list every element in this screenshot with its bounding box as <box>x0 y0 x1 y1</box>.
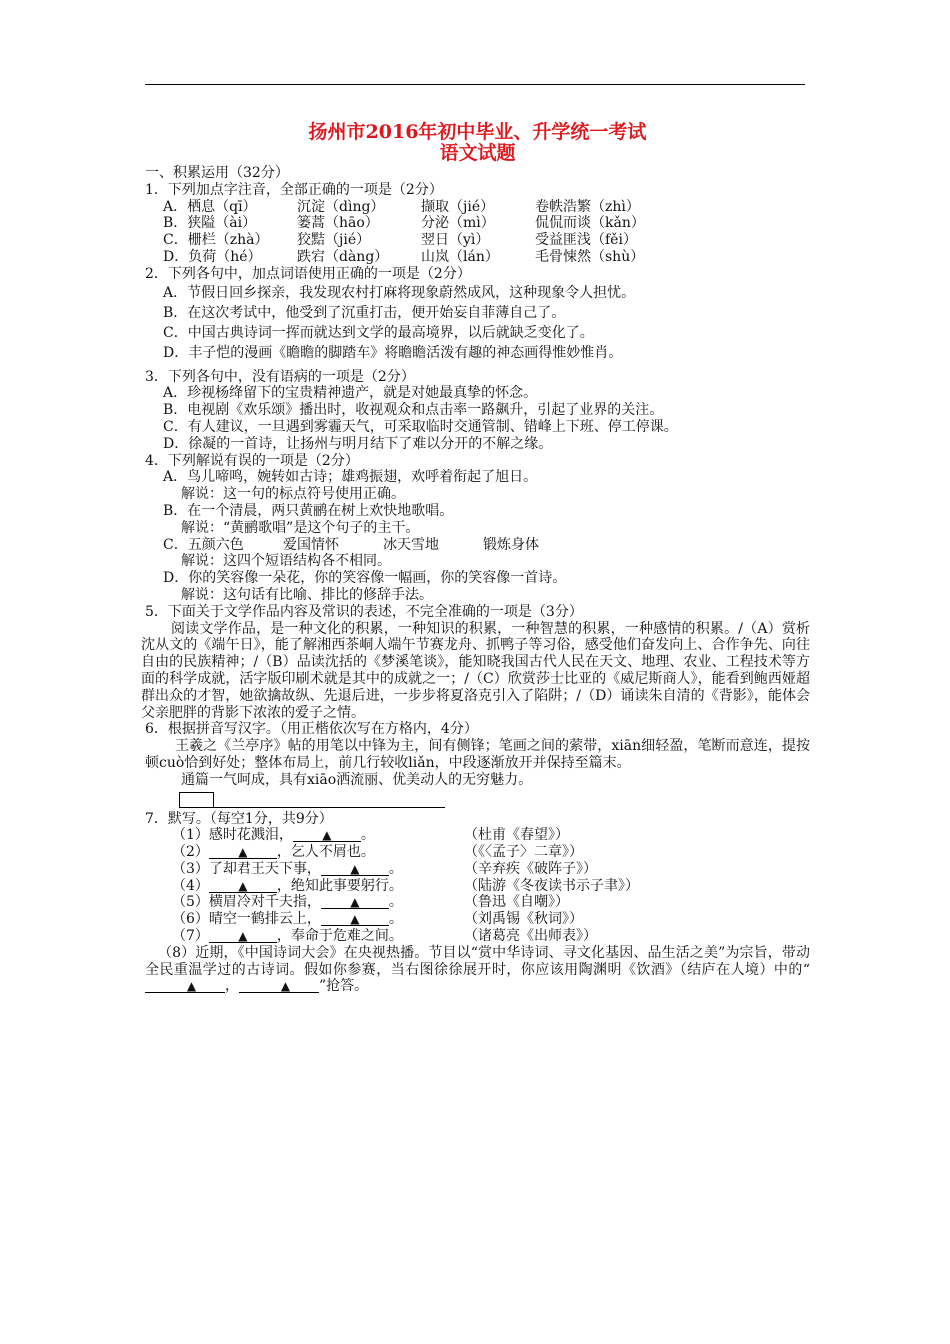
q6-passage-end: 通篇一气呵成，具有xiāo洒流丽、优美动人的无穷魅力。 <box>181 771 533 788</box>
q6-passage: 王羲之《兰亭序》帖的用笔以中锋为主，间有侧锋；笔画之间的萦带，xiān细轻盈，笔断而意连，提按顿cuò恰到好处；整体布局上，前几行较收liǎn，中段逐渐放开并保持至篇末。 <box>145 738 810 771</box>
answer-blank[interactable]: ▲ <box>209 930 277 943</box>
q4-explanation-c: 解说：这四个短语结构各不相同。 <box>181 553 391 570</box>
q4-stem: 4．下列解说有误的一项是（2分） <box>145 452 359 469</box>
answer-blank[interactable]: ▲ <box>321 863 389 876</box>
answer-underline <box>179 807 445 808</box>
q2-stem: 2．下列各句中，加点词语使用正确的一项是（2分） <box>145 265 471 282</box>
dictation-item: （4） ▲ ，绝知此事要躬行。 （陆游《冬夜读书示子聿》） <box>172 877 639 894</box>
q2-option-c[interactable]: C．中国古典诗词一挥而就达到文学的最高境界，以后就缺乏变化了。 <box>163 324 594 341</box>
q4-explanation-b: 解说：“黄鹂歌唱”是这个句子的主干。 <box>181 519 420 536</box>
answer-blank[interactable]: ▲ <box>145 980 225 993</box>
q1-option-a[interactable]: A．栖息（qī） 沉淀（dìng） 撷取（jié） 卷帙浩繁（zhì） <box>163 198 640 215</box>
answer-blank[interactable]: ▲ <box>321 896 389 909</box>
q5-stem: 5．下面关于文学作品内容及常识的表述，不完全准确的一项是（3分） <box>145 603 583 620</box>
q1-option-d[interactable]: D．负荷（hé） 跌宕（dàng） 山岚（lán） 毛骨悚然（shù） <box>163 248 645 265</box>
q2-option-a[interactable]: A．节假日回乡探亲，我发现农村打麻将现象蔚然成风，这种现象令人担忧。 <box>163 284 636 301</box>
dictation-item: （1）感时花溅泪， ▲ 。 （杜甫《春望》） <box>172 827 569 844</box>
exam-title: 扬州市2016年初中毕业、升学统一考试 <box>308 121 647 143</box>
dictation-item: （3）了却君王天下事， ▲ 。 （辛弃疾《破阵子》） <box>172 860 597 877</box>
answer-blank[interactable]: ▲ <box>293 829 361 842</box>
answer-blank[interactable]: ▲ <box>209 880 277 893</box>
q4-explanation-d: 解说：这句话有比喻、排比的修辞手法。 <box>181 586 433 603</box>
exam-subtitle: 语文试题 <box>439 142 516 164</box>
q6-answer-area <box>145 789 810 811</box>
answer-box[interactable] <box>179 792 214 808</box>
dictation-item: （5）横眉冷对千夫指， ▲ 。 （鲁迅《自嘲》） <box>172 894 569 911</box>
q6-stem: 6．根据拼音写汉字。（用正楷依次写在方格内，4分） <box>145 721 478 738</box>
q2-option-b[interactable]: B．在这次考试中，他受到了沉重打击，便开始妄自菲薄自己了。 <box>163 304 566 321</box>
q3-stem: 3．下列各句中，没有语病的一项是（2分） <box>145 368 415 385</box>
q3-option-d[interactable]: D．徐凝的一首诗，让扬州与明月结下了难以分开的不解之缘。 <box>163 435 553 452</box>
q7-stem: 7．默写。（每空1分，共9分） <box>145 810 333 827</box>
dictation-item: （2） ▲ ，乞人不屑也。 （《〈孟子〉二章》） <box>172 844 583 861</box>
q4-explanation-a: 解说：这一句的标点符号使用正确。 <box>181 486 405 503</box>
header-rule <box>145 84 805 85</box>
dictation-item-8: （8）近期，《中国诗词大会》在央视热播。节目以“赏中华诗词、寻文化基因、品生活之美”为宗旨，带动全民重温学过的古诗词。假如你参赛，当右图徐徐展开时，你应该用陶渊明《饮酒》（结庐在人境）中的“▲ ， ▲ ”抢答。 <box>145 944 810 995</box>
q3-option-c[interactable]: C．有人建议，一旦遇到雾霾天气，可采取临时交通管制、错峰上下班、停工停课。 <box>163 418 678 435</box>
q4-option-a[interactable]: A．鸟儿啼鸣，婉转如古诗；雄鸡振翅，欢呼着衔起了旭日。 <box>163 469 538 486</box>
q4-option-b[interactable]: B．在一个清晨，两只黄鹂在树上欢快地歌唱。 <box>163 502 454 519</box>
q1-stem: 1．下列加点字注音，全部正确的一项是（2分） <box>145 181 443 198</box>
dictation-item: （6）晴空一鹤排云上， ▲ 。 （刘禹锡《秋词》） <box>172 911 583 928</box>
q5-passage: 阅读文学作品，是一种文化的积累，一种知识的积累，一种智慧的积累，一种感情的积累。/（A）赏析沈从文的《端午日》，能了解湘西茶峒人端午节赛龙舟、抓鸭子等习俗，感受他们奋发向上、合作争先、向往自由的民族精神；/（B）品读沈括的《梦溪笔谈》，能知晓我国古代人民在天文、地理、农业、工程技术等方面的科学成就，活字版印刷术就是其中的成就之一；/（C）欣赏莎士比亚的《威尼斯商人》，能看到鲍西娅超群出众的才智，她欲擒故纵、先退后进，一步步将夏洛克引入了陷阱；/（D）诵读朱自清的《背影》，能体会父亲肥胖的背影下浓浓的爱子之情。 <box>141 620 810 721</box>
answer-blank[interactable]: ▲ <box>209 846 277 859</box>
q3-option-a[interactable]: A．珍视杨绛留下的宝贵精神遗产，就是对她最真挚的怀念。 <box>163 385 538 402</box>
section-heading: 一、积累运用（32分） <box>145 165 289 181</box>
q4-option-d[interactable]: D．你的笑容像一朵花，你的笑容像一幅画，你的笑容像一首诗。 <box>163 570 567 587</box>
q1-option-b[interactable]: B．狭隘（ài） 篓蒿（hāo） 分泌（mì） 侃侃而谈（kǎn） <box>163 215 645 232</box>
answer-blank[interactable]: ▲ <box>321 913 389 926</box>
q1-option-c[interactable]: C．栅栏（zhà） 狡黠（jié） 翌日（yì） 受益匪浅（fěi） <box>163 232 637 249</box>
exam-page <box>141 121 810 995</box>
dictation-item: （7） ▲ ，奉命于危难之间。 （诸葛亮《出师表》） <box>172 928 597 945</box>
q3-option-b[interactable]: B．电视剧《欢乐颂》播出时，收视观众和点击率一路飙升，引起了业界的关注。 <box>163 402 664 419</box>
answer-blank[interactable]: ▲ <box>239 980 319 993</box>
q2-option-d[interactable]: D．丰子恺的漫画《瞻瞻的脚踏车》将瞻瞻活泼有趣的神态画得惟妙惟肖。 <box>163 344 623 361</box>
q4-option-c[interactable]: C．五颜六色 爱国情怀 冰天雪地 锻炼身体 <box>163 536 539 553</box>
